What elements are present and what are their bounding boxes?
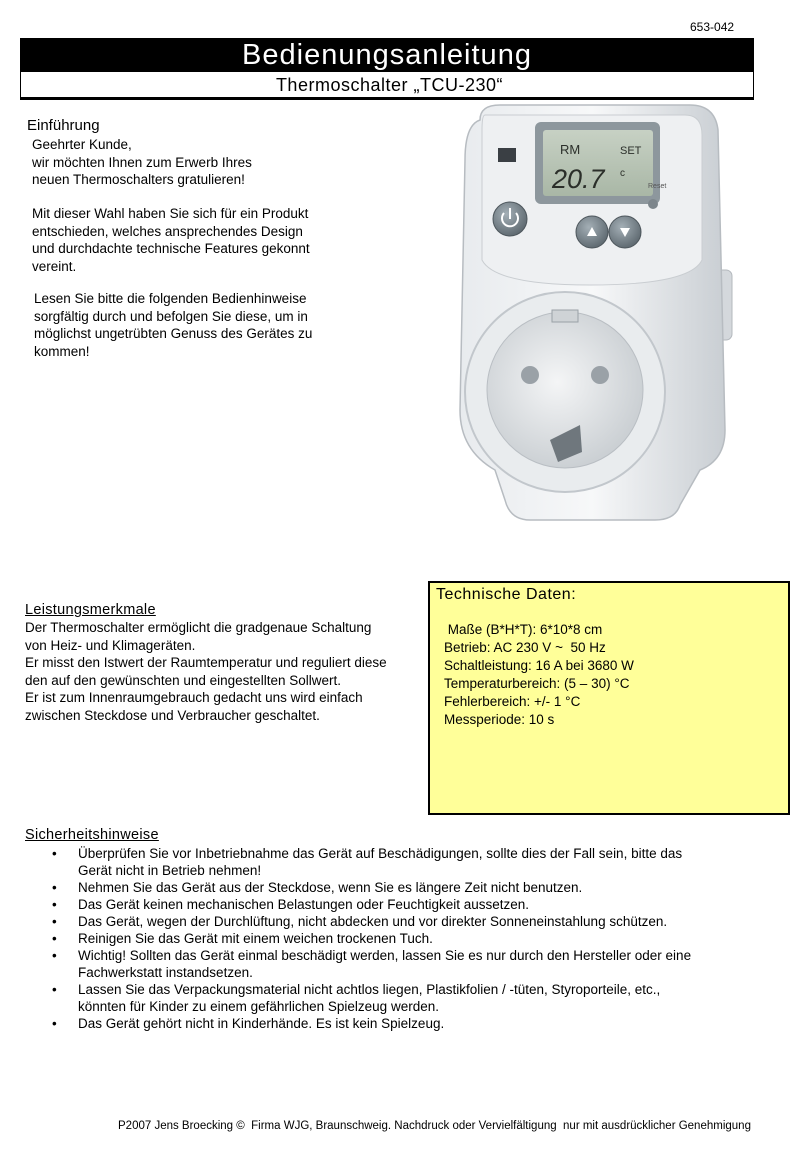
reset-button [648,199,658,209]
list-item: • Überprüfen Sie vor Inbetriebnahme das Gerät auf Beschädigungen, sollte dies der Fall sein, bitte das Gerät nicht in Betrieb nehmen! [52,846,683,878]
lcd-temperature: 20.7 [552,164,605,194]
list-item: • Das Gerät gehört nicht in Kinderhände. Es ist kein Spielzeug. [52,1016,445,1031]
lcd-unit: c [620,168,625,179]
socket-hole-right [591,366,609,384]
document-number: 653-042 [690,20,735,34]
document-title: Bedienungsanleitung [20,38,754,72]
earth-contact-top [552,310,578,322]
tech-item: Schaltleistung: 16 A bei 3680 W [444,658,634,673]
tech-item: Temperaturbereich: (5 – 30) °C [444,676,630,691]
text-line: neuen Thermoschalters gratulieren! [32,172,245,187]
list-item: • Lassen Sie das Verpackungsmaterial nicht achtlos liegen, Plastikfolien / -tüten, Styroporteile, etc., könnten für Kinder zu einem gefährlichen Spielzeug werden. [52,982,661,1014]
socket-hole-left [521,366,539,384]
bullet-icon: • [52,948,57,963]
text-line: kommen! [34,343,90,359]
intro-paragraph-1 [32,136,252,189]
text-line: Er ist zum Innenraumgebrauch gedacht uns wird einfach [25,690,363,705]
text-line: Der Thermoschalter ermöglicht die gradgenaue Schaltung [25,620,372,635]
list-item: • Nehmen Sie das Gerät aus der Steckdose, wenn Sie es längere Zeit nicht benutzen. [52,880,583,895]
performance-text [25,619,387,724]
text-line: Lesen Sie bitte die folgenden Bedienhinweise [34,291,307,306]
tech-data-box [428,581,790,815]
text-line: den auf den gewünschten und eingestellten Sollwert. [25,672,341,688]
text-line: vereint. [32,258,77,274]
footer-copyright: P2007 Jens Broecking © Firma WJG, Braunschweig. Nachdruck oder Vervielfältigung nur mit ausdrücklicher Genehmigung [118,1120,751,1132]
intro-heading: Einführung [27,117,100,134]
text-line: Mit dieser Wahl haben Sie sich für ein Produkt [32,206,309,221]
tech-heading: Technische Daten: [436,586,577,603]
bullet-icon: • [52,982,57,997]
intro-paragraph-2 [32,205,310,275]
text-line: von Heiz- und Klimageräten. [25,637,196,653]
bullet-icon: • [52,846,57,861]
safety-heading: Sicherheitshinweise [25,827,159,843]
tech-list [444,621,634,729]
text-line: zwischen Steckdose und Verbraucher geschaltet. [25,707,320,723]
tech-item: Messperiode: 10 s [444,712,555,727]
performance-heading: Leistungsmerkmale [25,602,156,618]
bullet-icon: • [52,931,57,946]
list-item: • Das Gerät keinen mechanischen Belastungen oder Feuchtigkeit aussetzen. [52,897,530,912]
tech-item: Fehlerbereich: +/- 1 °C [444,694,581,709]
bullet-icon: • [52,880,57,895]
tech-item: Betrieb: AC 230 V ~ 50 Hz [444,640,606,655]
reset-label: Reset [648,183,667,190]
list-item: • Das Gerät, wegen der Durchlüftung, nicht abdecken und vor direkter Sonneneinstahlung schützen. [52,914,668,929]
lcd-mode-text: RM [560,142,581,157]
intro-paragraph-3 [34,290,312,360]
sensor-window [498,148,516,162]
list-item: • Wichtig! Sollten das Gerät einmal beschädigt werden, lassen Sie es nur durch den Hersteller oder eine Fachwerkstatt instandsetzen. [52,948,692,980]
document-subtitle: Thermoschalter „TCU-230“ [20,72,754,98]
bullet-icon: • [52,1016,57,1031]
bullet-icon: • [52,897,57,912]
bullet-icon: • [52,914,57,929]
text-line: wir möchten Ihnen zum Erwerb Ihres [32,154,252,170]
list-item: • Reinigen Sie das Gerät mit einem weichen trockenen Tuch. [52,931,433,946]
thermostat-device-illustration [440,100,740,540]
text-line: Er misst den Istwert der Raumtemperatur und reguliert diese [25,655,387,670]
text-line: möglichst ungetrübten Genuss des Gerätes zu [34,326,313,341]
lcd-set-text: SET [620,145,642,157]
safety-list [52,845,742,1032]
tech-item: Maße (B*H*T): 6*10*8 cm [444,622,603,637]
text-line: sorgfältig durch und befolgen Sie diese, um in [34,308,308,324]
text-line: und durchdachte technische Features gekonnt [32,241,310,256]
text-line: entschieden, welches ansprechendes Design [32,223,303,239]
text-line: Geehrter Kunde, [32,137,132,152]
